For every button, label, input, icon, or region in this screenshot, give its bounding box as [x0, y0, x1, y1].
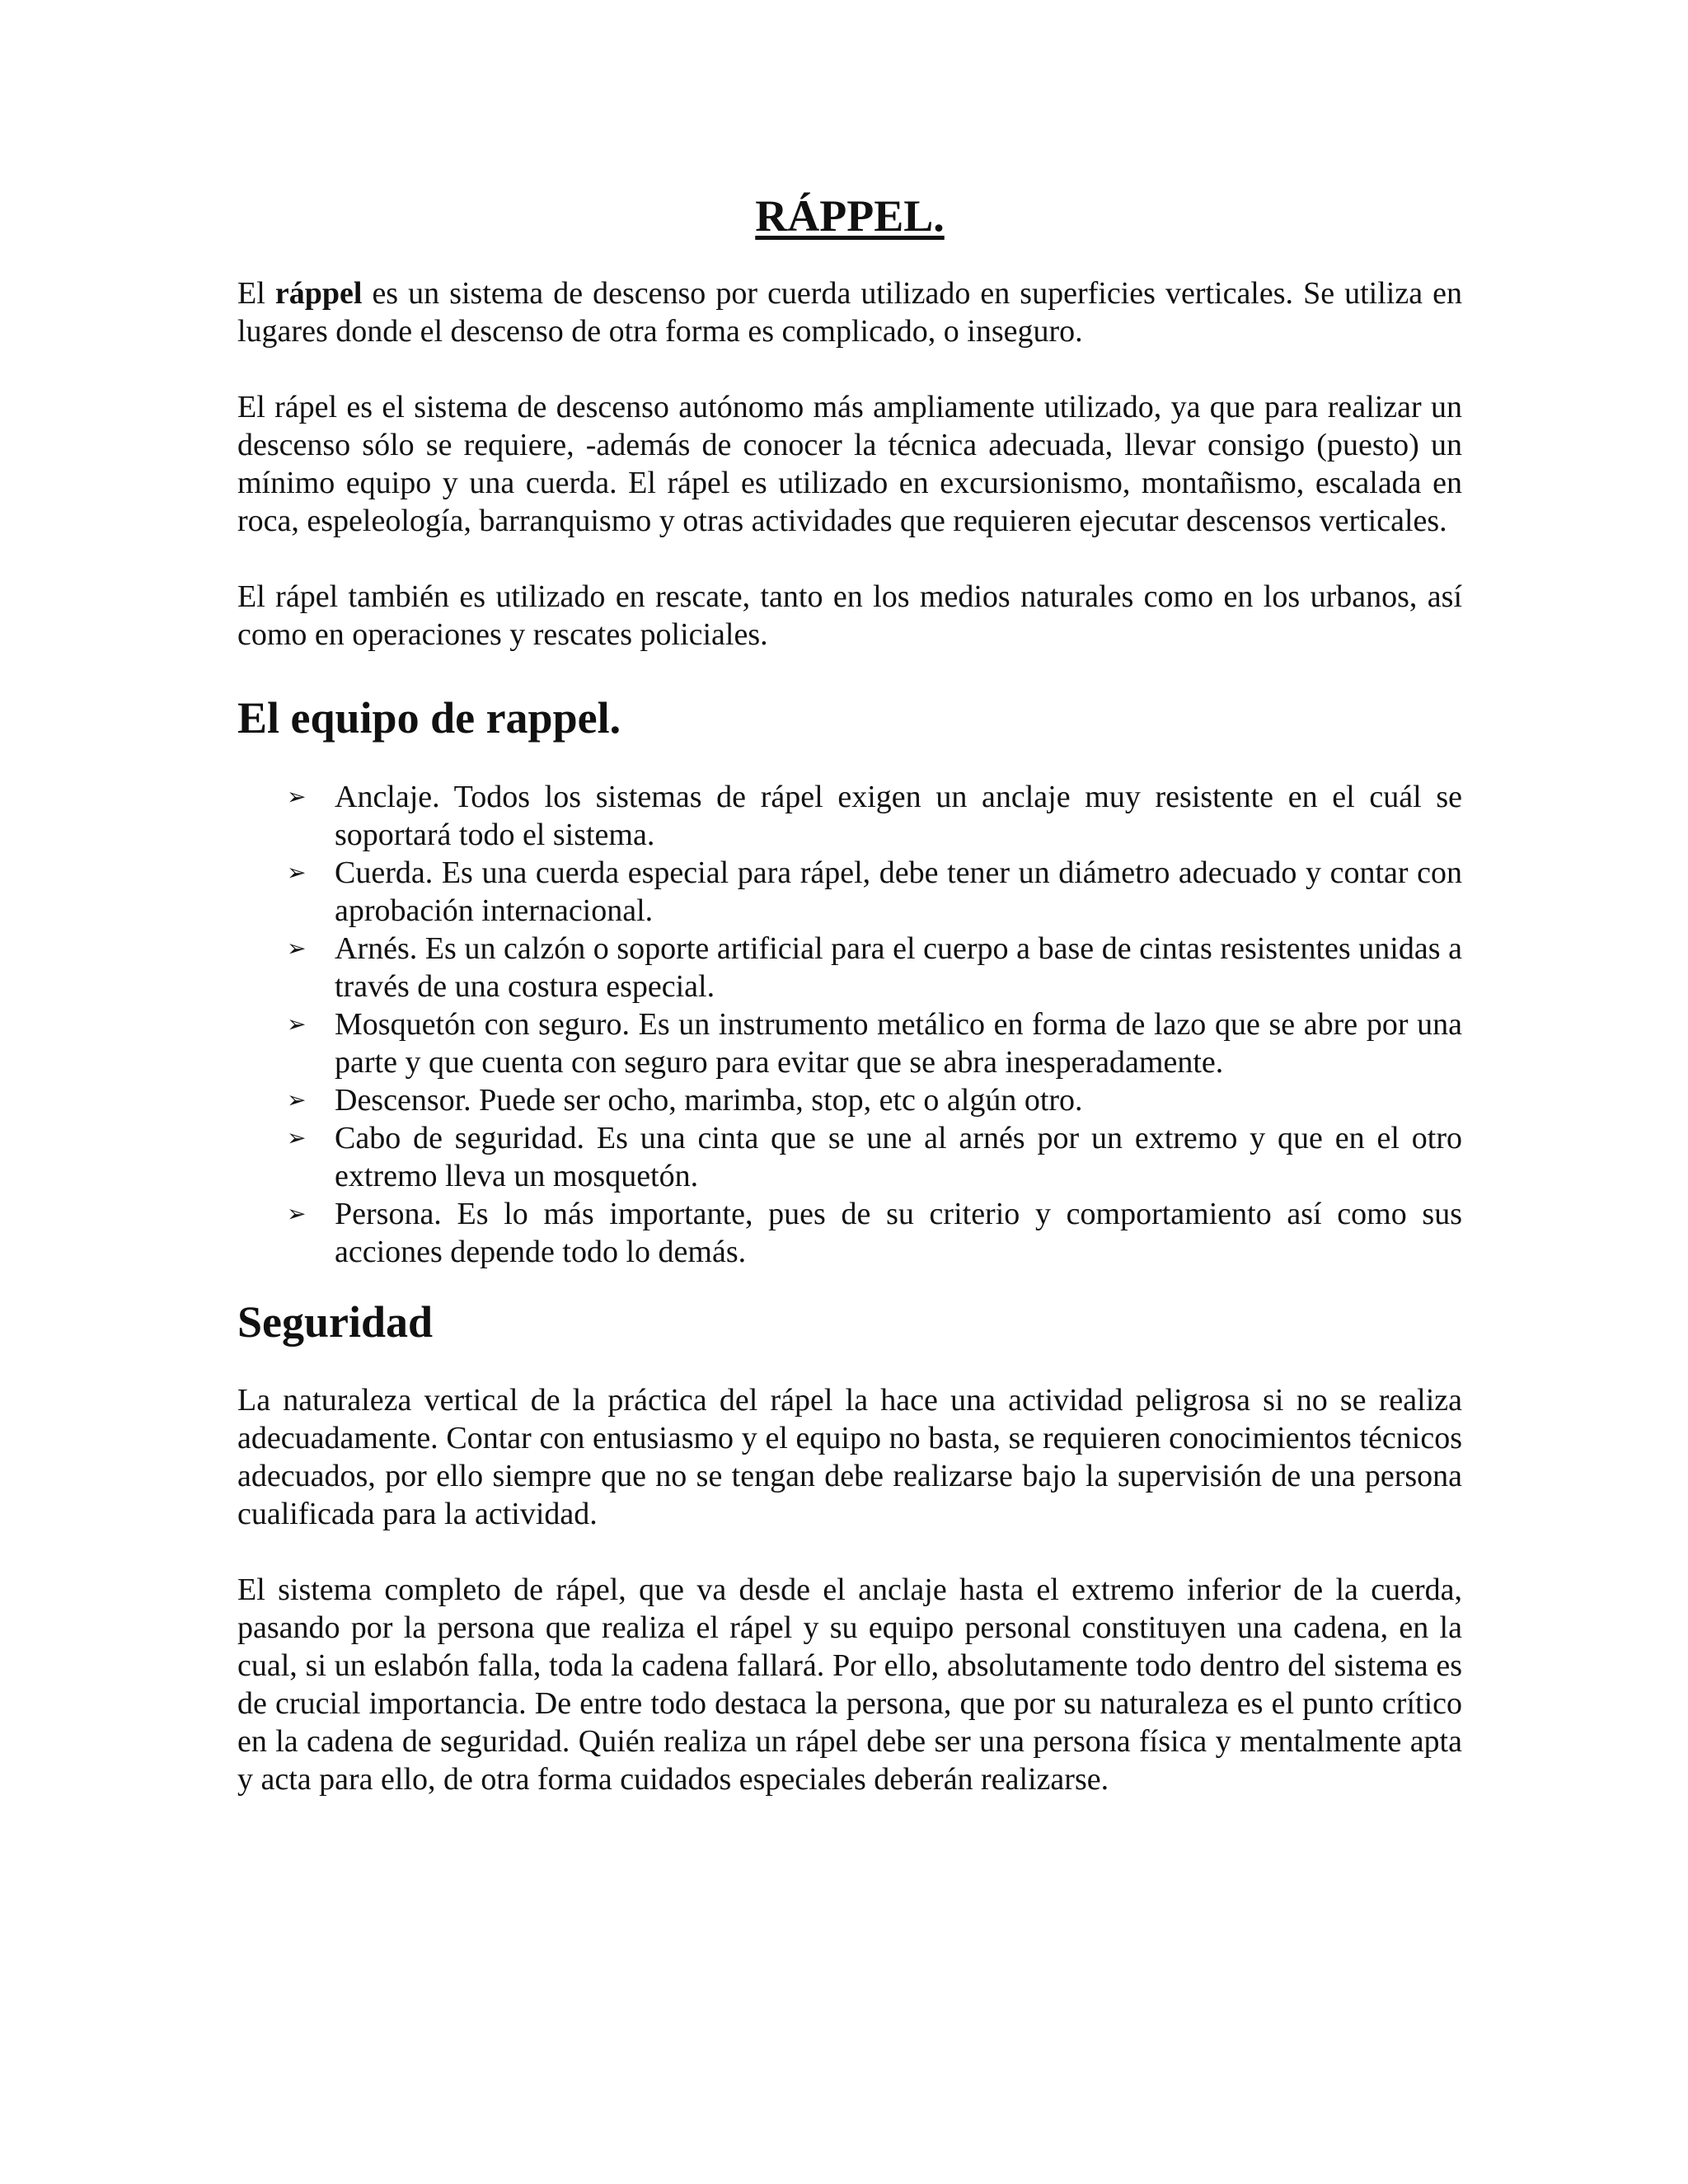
list-item — [237, 1195, 1462, 1271]
arrowhead-bullet-icon: ➢ — [287, 1010, 307, 1038]
list-item-text: Arnés. Es un calzón o soporte artificial para el cuerpo a base de cintas resistentes unidas a través de una costura especial. — [335, 930, 1462, 1004]
list-item — [237, 1005, 1462, 1081]
arrowhead-bullet-icon: ➢ — [287, 1085, 307, 1113]
list-item — [237, 778, 1462, 854]
arrowhead-bullet-icon: ➢ — [287, 1123, 307, 1151]
intro-p1-pre: El — [237, 275, 275, 311]
list-item-text: Persona. Es lo más importante, pues de su criterio y comportamiento así como sus acciones depende todo lo demás. — [335, 1196, 1462, 1269]
equipment-list — [237, 778, 1462, 1271]
security-heading: Seguridad — [237, 1296, 434, 1347]
arrowhead-bullet-icon: ➢ — [287, 858, 307, 886]
list-item-text: Mosquetón con seguro. Es un instrumento metálico en forma de lazo que se abre por una parte y que cuenta con seguro para evitar que se abra inesperadamente. — [335, 1006, 1462, 1080]
list-item-text: Cuerda. Es una cuerda especial para rápel, debe tener un diámetro adecuado y contar con aprobación internacional. — [335, 855, 1462, 928]
list-item-text: Cabo de seguridad. Es una cinta que se une al arnés por un extremo y que en el otro extremo lleva un mosquetón. — [335, 1120, 1462, 1193]
intro-paragraph-3: El rápel también es utilizado en rescate, tanto en los medios naturales como en los urbanos, así como en operaciones y rescates policiales. — [237, 579, 1462, 652]
intro-p1-post: es un sistema de descenso por cuerda utilizado en superficies verticales. Se utiliza en lugares donde el descenso de otra forma es complicado, o inseguro. — [237, 275, 1462, 349]
list-item — [237, 930, 1462, 1005]
equipment-heading: El equipo de rappel. — [237, 692, 621, 743]
list-item-text: Descensor. Puede ser ocho, marimba, stop, etc o algún otro. — [335, 1082, 1083, 1118]
security-paragraph-2: El sistema completo de rápel, que va desde el anclaje hasta el extremo inferior de la cuerda, pasando por la persona que realiza el rápel y su equipo personal constituyen una cadena, en la cual, si un eslabón falla, toda la cadena fallará. Por ello, absolutamente todo dentro del sistema es de crucial importancia. De entre todo destaca la persona, que por su naturaleza es el punto crítico en la cadena de seguridad. Quién realiza un rápel debe ser una persona física y mentalmente apta y acta para ello, de otra forma cuidados especiales deberán realizarse. — [237, 1572, 1462, 1797]
list-item-text: Anclaje. Todos los sistemas de rápel exigen un anclaje muy resistente en el cuál se soportará todo el sistema. — [335, 779, 1462, 852]
arrowhead-bullet-icon: ➢ — [287, 1199, 307, 1227]
intro-paragraph-2: El rápel es el sistema de descenso autónomo más ampliamente utilizado, ya que para realizar un descenso sólo se requiere, -además de conocer la técnica adecuada, llevar consigo (puesto) un mínimo equipo y una cuerda. El rápel es utilizado en excursionismo, montañismo, escalada en roca, espeleología, barranquismo y otras actividades que requieren ejecutar descensos verticales. — [237, 389, 1462, 538]
list-item — [237, 1119, 1462, 1195]
list-item — [237, 1081, 1462, 1119]
page-title: RÁPPEL. — [755, 191, 945, 241]
intro-p1-bold-term: ráppel — [274, 275, 363, 311]
arrowhead-bullet-icon: ➢ — [287, 934, 307, 962]
arrowhead-bullet-icon: ➢ — [287, 782, 307, 810]
document-page — [237, 190, 1462, 1836]
intro-paragraph-1 — [237, 274, 1462, 350]
list-item — [237, 854, 1462, 930]
security-paragraph-1: La naturaleza vertical de la práctica del rápel la hace una actividad peligrosa si no se realiza adecuadamente. Contar con entusiasmo y el equipo no basta, se requieren conocimientos técnicos adecuados, por ello siempre que no se tengan debe realizarse bajo la supervisión de una persona cualificada para la actividad. — [237, 1383, 1462, 1532]
